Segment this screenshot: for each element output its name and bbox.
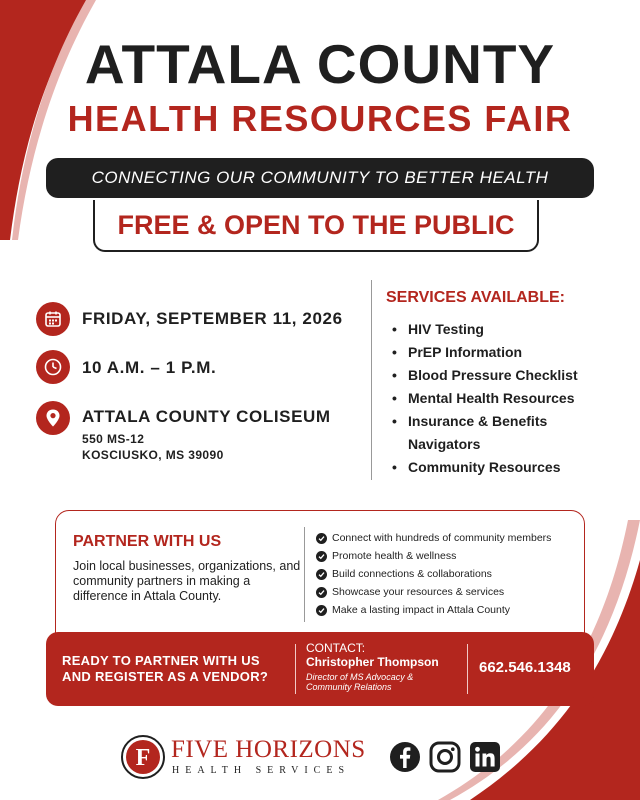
service-item: • HIV Testing [392, 318, 592, 341]
benefit-item [316, 583, 551, 601]
partner-benefits-list [316, 529, 551, 619]
vendor-cta-bar [46, 632, 594, 706]
logo-subtitle: HEALTH SERVICES [172, 765, 351, 776]
service-item: • Mental Health Resources [392, 387, 592, 410]
five-horizons-logo-icon [120, 734, 166, 780]
check-icon [316, 587, 327, 598]
check-icon [316, 551, 327, 562]
instagram-icon[interactable] [429, 741, 461, 773]
facebook-icon[interactable] [389, 741, 421, 773]
event-date: FRIDAY, SEPTEMBER 11, 2026 [82, 309, 343, 328]
cta-line2: AND REGISTER AS A VENDOR? [62, 669, 269, 684]
venue-address-line2: KOSCIUSKO, MS 39090 [82, 448, 224, 462]
free-notice-box [93, 200, 539, 252]
benefit-item [316, 547, 551, 565]
partner-description: Join local businesses, organizations, and community partners in making a difference in Attala County. [73, 559, 301, 603]
services-title: SERVICES AVAILABLE: [386, 289, 565, 306]
tagline-text: CONNECTING OUR COMMUNITY TO BETTER HEALTH [91, 168, 549, 187]
service-item: • Blood Pressure Checklist [392, 364, 592, 387]
tagline-banner [46, 158, 594, 198]
venue-name: ATTALA COUNTY COLISEUM [82, 407, 331, 426]
benefit-text: Make a lasting impact in Attala County [332, 604, 511, 616]
event-time: 10 A.M. – 1 P.M. [82, 358, 217, 377]
benefit-item [316, 601, 551, 619]
logo-name: FIVE HORIZONS [171, 736, 366, 763]
benefit-text: Connect with hundreds of community members [332, 532, 552, 544]
check-icon [316, 569, 327, 580]
partner-title: PARTNER WITH US [73, 533, 222, 550]
check-icon [316, 605, 327, 616]
contact-role-line2: Community Relations [306, 682, 392, 692]
column-divider [371, 280, 372, 480]
partner-divider [304, 527, 305, 622]
contact-name: Christopher Thompson [306, 655, 439, 669]
free-notice-text: FREE & OPEN TO THE PUBLIC [117, 209, 515, 240]
partner-card [55, 510, 585, 650]
cta-line1: READY TO PARTNER WITH US [62, 653, 260, 668]
benefit-item [316, 565, 551, 583]
benefit-text: Promote health & wellness [332, 550, 457, 562]
linkedin-icon[interactable] [469, 741, 501, 773]
benefit-item [316, 529, 551, 547]
venue-address-line1: 550 MS-12 [82, 432, 145, 446]
calendar-icon [36, 302, 70, 336]
location-pin-icon [36, 401, 70, 435]
service-item: • Insurance & Benefits Navigators [392, 410, 572, 456]
logo-letter: F [135, 745, 151, 771]
services-list [392, 318, 592, 479]
event-subtitle: HEALTH RESOURCES FAIR [67, 98, 573, 139]
service-item: • PrEP Information [392, 341, 592, 364]
benefit-text: Showcase your resources & services [332, 586, 505, 598]
benefit-text: Build connections & collaborations [332, 568, 492, 580]
contact-role-line1: Director of MS Advocacy & [306, 672, 414, 682]
contact-phone[interactable]: 662.546.1348 [479, 659, 571, 676]
clock-icon [36, 350, 70, 384]
check-icon [316, 533, 327, 544]
cta-divider [467, 644, 468, 694]
cta-divider [295, 644, 296, 694]
contact-label: CONTACT: [306, 641, 366, 655]
event-title: ATTALA COUNTY [84, 33, 556, 95]
service-item: • Community Resources [392, 456, 592, 479]
